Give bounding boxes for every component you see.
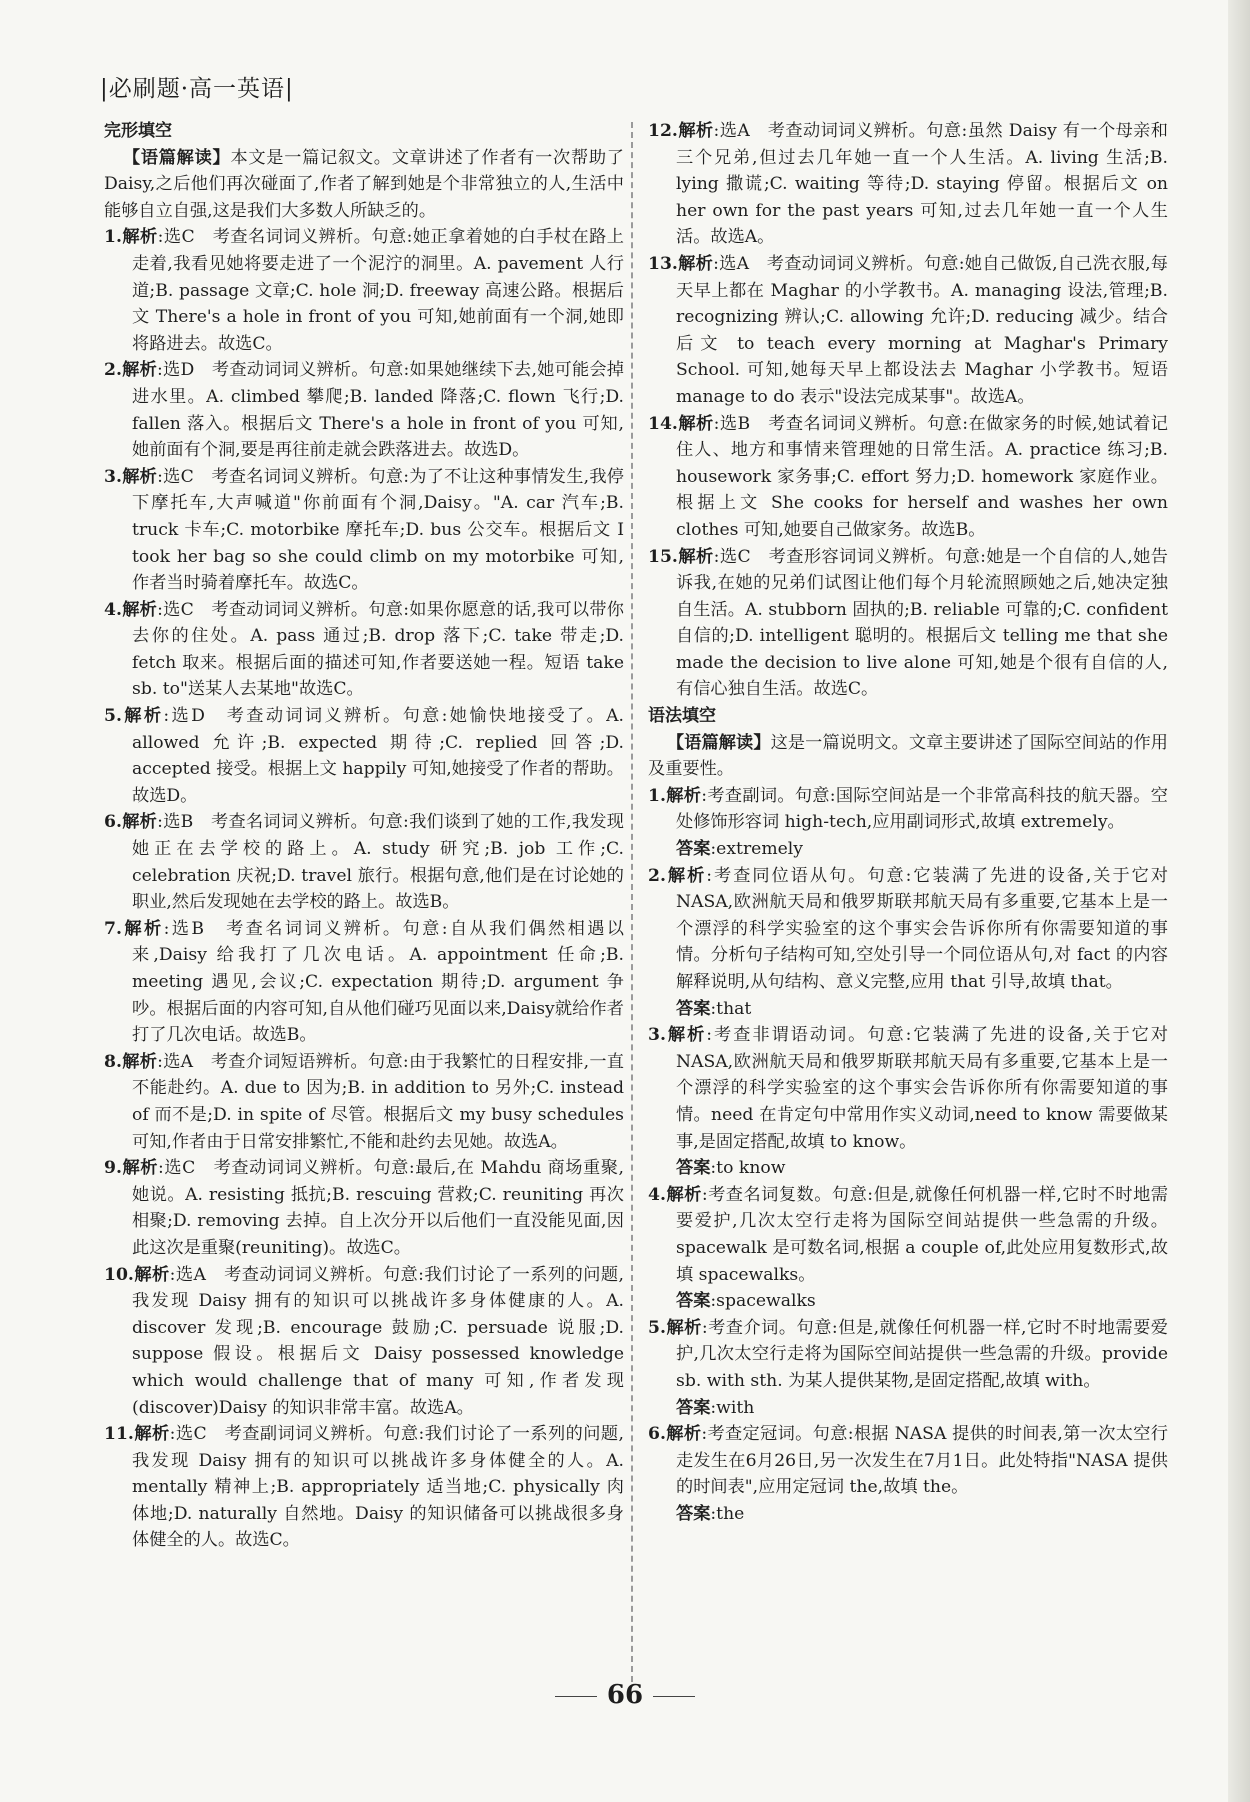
page-number-text: 66: [606, 1680, 644, 1710]
explanation-item: [648, 411, 1168, 544]
page-edge-shadow: [1228, 0, 1250, 1802]
analysis-label: 解析: [133, 1424, 170, 1445]
analysis-label: 解析: [677, 121, 714, 141]
right-column: [648, 118, 1168, 1527]
analysis-text: :选D 考查动词词义辨析。句意:如果她继续下去,她可能会掉进水里。A. climbed 攀爬;B. landed 降落;C. flown 飞行;D. fallen 落入。根据后文 There's a hole in front of you 可知,她前面有个洞,要是再往前走就会跌落进去。故选D。: [132, 360, 624, 461]
explanation-item: [104, 357, 624, 463]
analysis-label: 解析: [665, 1025, 707, 1046]
answer-line: [648, 1288, 1168, 1315]
passage-intro: [104, 145, 624, 225]
analysis-label: 解析: [665, 865, 707, 886]
item-number: 6.: [648, 1424, 666, 1445]
explanation-item: [104, 1049, 624, 1155]
answer-value: :spacewalks: [710, 1291, 816, 1312]
explanation-item: [104, 1262, 624, 1422]
analysis-label: 解析: [121, 360, 158, 381]
item-number: 10.: [104, 1264, 134, 1285]
explanation-item: [648, 544, 1168, 704]
analysis-text: :选B 考查名词词义辨析。句意:自从我们偶然相遇以来,Daisy 给我打了几次电话。A. appointment 任命;B. meeting 遇见,会议;C. expectation 期待;D. argument 争吵。根据后面的内容可知,自从他们碰巧见面以来,Daisy就给作者打了几次电话。故选B。: [132, 918, 624, 1046]
answer-line: [648, 996, 1168, 1023]
answer-value: :extremely: [710, 839, 804, 860]
explanation-item: [648, 863, 1168, 996]
explanation-item: [104, 224, 624, 357]
item-number: 5.: [648, 1317, 666, 1338]
item-number: 6.: [104, 812, 122, 833]
answer-line: [648, 1395, 1168, 1422]
analysis-label: 解析: [121, 599, 158, 620]
item-number: 3.: [648, 1025, 666, 1046]
running-header: |必刷题·高一英语|: [100, 76, 294, 102]
answer-label: 答案: [676, 1397, 711, 1418]
item-number: 5.: [104, 706, 122, 727]
analysis-text: :考查定冠词。句意:根据 NASA 提供的时间表,第一次太空行走发生在6月26日,另一次发生在7月1日。此处特指"NASA 提供的时间表",应用定冠词 the,故填 the。: [676, 1424, 1168, 1498]
analysis-label: 解析: [121, 918, 164, 939]
analysis-text: :考查名词复数。句意:但是,就像任何机器一样,它时不时地需要爱护,几次太空行走将为国际空间站提供一些急需的升级。spacewalk 是可数名词,根据 a couple of,此处应用复数形式,故填 spacewalks。: [676, 1184, 1168, 1285]
answer-label: 答案: [676, 839, 711, 860]
item-number: 1.: [104, 227, 122, 248]
intro-tag: 【语篇解读】: [666, 732, 771, 753]
intro-text: 本文是一篇记叙文。文章讲述了作者有一次帮助了Daisy,之后他们再次碰面了,作者了解到她是个非常独立的人,生活中能够自立自强,这是我们大多数人所缺乏的。: [104, 147, 624, 221]
analysis-text: :选A 考查动词词义辨析。句意:虽然 Daisy 有一个母亲和三个兄弟,但过去几年她一直一个人生活。A. living 生活;B. lying 撒谎;C. waiting 等待;D. staying 停留。根据后文 on her own for the past years 可知,过去几年她一直一个人生活。故选A。: [676, 121, 1168, 248]
explanation-item: [104, 809, 624, 915]
explanation-item: [648, 783, 1168, 836]
analysis-text: :选C 考查动词词义辨析。句意:如果你愿意的话,我可以带你去你的住处。A. pass 通过;B. drop 落下;C. take 带走;D. fetch 取来。根据后面的描述可知,作者要送她一程。短语 take sb. to"送某人去某地"故选C。: [132, 599, 624, 700]
item-number: 4.: [648, 1184, 666, 1205]
analysis-label: 解析: [121, 1158, 159, 1179]
analysis-label: 解析: [121, 1051, 158, 1072]
analysis-label: 解析: [665, 1184, 702, 1205]
explanation-item: [104, 597, 624, 703]
item-number: 13.: [648, 253, 678, 274]
analysis-label: 解析: [121, 227, 158, 248]
explanation-item: [104, 464, 624, 597]
analysis-text: :选C 考查副词词义辨析。句意:我们讨论了一系列的问题,我发现 Daisy 拥有的知识可以挑战许多身体健全的人。A. mentally 精神上;B. appropriately 适当地;C. physically 肉体地;D. naturally 自然地。Daisy 的知识储备可以挑战很多身体健全的人。故选C。: [132, 1424, 624, 1551]
answer-value: :that: [710, 998, 752, 1019]
analysis-text: :选D 考查动词词义辨析。句意:她愉快地接受了。A. allowed 允许;B. expected 期待;C. replied 回答;D. accepted 接受。根据上文 happily 可知,她接受了作者的帮助。故选D。: [132, 706, 624, 806]
analysis-text: :考查介词。句意:但是,就像任何机器一样,它时不时地需要爱护,几次太空行走将为国际空间站提供一些急需的升级。provide sb. with sth. 为某人提供某物,是固定搭配,故填 with。: [676, 1317, 1168, 1391]
item-number: 11.: [104, 1424, 134, 1445]
answer-list: [648, 118, 1168, 703]
answer-value: :with: [710, 1397, 755, 1418]
analysis-label: 解析: [677, 253, 714, 274]
item-number: 12.: [648, 121, 678, 141]
answer-line: [648, 1155, 1168, 1182]
analysis-text: :考查同位语从句。句意:它装满了先进的设备,关于它对NASA,欧洲航天局和俄罗斯联邦航天局有多重要,它基本上是一个漂浮的科学实验室的这个事实会告诉你所有你需要知道的事情。分析句子结构可知,空处引导一个同位语从句,对 fact 的内容解释说明,从句结构、意义完整,应用 that 引导,故填 that。: [676, 865, 1168, 992]
explanation-item: [648, 251, 1168, 411]
answer-label: 答案: [676, 1291, 711, 1312]
item-number: 3.: [104, 466, 122, 487]
item-number: 1.: [648, 785, 666, 806]
explanation-item: [104, 703, 624, 809]
analysis-text: :选C 考查动词词义辨析。句意:最后,在 Mahdu 商场重聚,她说。A. resisting 抵抗;B. rescuing 营救;C. reuniting 再次相聚;D. removing 去掉。自上次分开以后他们一直没能见面,因此这次是重聚(reuniting)。故选C。: [132, 1158, 624, 1258]
item-number: 7.: [104, 918, 122, 939]
item-number: 2.: [648, 865, 666, 886]
explanation-item: [104, 1421, 624, 1554]
analysis-text: :选C 考查形容词词义辨析。句意:她是一个自信的人,她告诉我,在她的兄弟们试图让他们每个月轮流照顾她之后,她决定独自生活。A. stubborn 固执的;B. reliable 可靠的;C. confident 自信的;D. intelligent 聪明的。根据后文 telling me that she made the decision to live alone 可知,她是个很有自信的人,有信心独自生活。故选C。: [676, 546, 1168, 700]
analysis-text: :选C 考查名词词义辨析。句意:为了不让这种事情发生,我停下摩托车,大声喊道"你前面有个洞,Daisy。"A. car 汽车;B. truck 卡车;C. motorbike 摩托车;D. bus 公交车。根据后文 I took her bag so she could climb on my motorbike 可知,作者当时骑着摩托车。故选C。: [132, 466, 624, 594]
page-number: [0, 1680, 1250, 1710]
answer-label: 答案: [676, 1503, 711, 1524]
explanation-item: [648, 1421, 1168, 1501]
item-number: 9.: [104, 1158, 122, 1179]
explanation-item: [104, 916, 624, 1049]
explanation-item: [648, 1022, 1168, 1155]
item-number: 14.: [648, 413, 678, 434]
answer-label: 答案: [676, 1158, 711, 1179]
analysis-text: :选C 考查名词词义辨析。句意:她正拿着她的白手杖在路上走着,我看见她将要走进了一个泥泞的洞里。A. pavement 人行道;B. passage 文章;C. hole 洞;D. freeway 高速公路。根据后文 There's a hole in front of you 可知,她前面有一个洞,她即将路进去。故选C。: [132, 227, 624, 354]
analysis-text: :选A 考查介词短语辨析。句意:由于我繁忙的日程安排,一直不能赴约。A. due to 因为;B. in addition to 另外;C. instead of 而不是;D. in spite of 尽管。根据后文 my busy schedules 可知,作者由于日常安排繁忙,不能和赴约去见她。故选A。: [132, 1051, 624, 1152]
analysis-label: 解析: [665, 1424, 702, 1445]
explanation-item: [648, 118, 1168, 251]
intro-tag: 【语篇解读】: [122, 147, 231, 168]
left-column: [104, 118, 624, 1554]
analysis-text: :选A 考查动词词义辨析。句意:她自己做饭,自己洗衣服,每天早上都在 Maghar 的小学教书。A. managing 设法,管理;B. recognizing 辨认;C. allowing 允许;D. reducing 减少。结合后文 to teach every morning at Maghar's Primary School. 可知,她每天早上都设法去 Maghar 小学教书。短语 manage to do 表示"设法完成某事"。故选A。: [676, 253, 1168, 407]
analysis-text: :考查副词。句意:国际空间站是一个非常高科技的航天器。空处修饰形容词 high-tech,应用副词形式,故填 extremely。: [676, 785, 1168, 833]
item-number: 2.: [104, 360, 122, 381]
column-divider: [631, 122, 633, 1682]
analysis-label: 解析: [665, 1317, 702, 1338]
analysis-text: :考查非谓语动词。句意:它装满了先进的设备,关于它对NASA,欧洲航天局和俄罗斯联邦航天局有多重要,它基本上是一个漂浮的科学实验室的这个事实会告诉你所有你需要知道的事情。need 在肯定句中常用作实义动词,need to know 需要做某事,是固定搭配,故填 to know。: [676, 1025, 1168, 1152]
section-title-cloze: 完形填空: [104, 121, 172, 141]
intro-text: 这是一篇说明文。文章主要讲述了国际空间站的作用及重要性。: [648, 732, 1168, 780]
analysis-label: 解析: [677, 546, 714, 567]
answer-value: :the: [710, 1503, 745, 1524]
analysis-label: 解析: [677, 413, 714, 434]
analysis-label: 解析: [665, 785, 702, 806]
explanation-item: [104, 1155, 624, 1261]
explanation-item: [648, 1315, 1168, 1395]
item-number: 4.: [104, 599, 122, 620]
analysis-text: :选B 考查名词词义辨析。句意:我们谈到了她的工作,我发现她正在去学校的路上。A. study 研究;B. job 工作;C. celebration 庆祝;D. travel 旅行。根据句意,他们是在讨论她的职业,然后发现她在去学校的路上。故选B。: [132, 812, 624, 913]
answer-label: 答案: [676, 998, 711, 1019]
answer-line: [648, 836, 1168, 863]
analysis-label: 解析: [121, 812, 158, 833]
item-number: 8.: [104, 1051, 122, 1072]
answer-list: [104, 224, 624, 1554]
section-title-grammar: 语法填空: [648, 706, 716, 727]
answer-value: :to know: [710, 1158, 786, 1179]
analysis-text: :选B 考查名词词义辨析。句意:在做家务的时候,她试着记住人、地方和事情来管理她的日常生活。A. practice 练习;B. housework 家务事;C. effort 努力;D. homework 家庭作业。根据上文 She cooks for herself and washes her own clothes 可知,她要自己做家务。故选B。: [676, 413, 1168, 540]
grammar-answer-list: [648, 783, 1168, 1528]
item-number: 15.: [648, 546, 678, 567]
analysis-label: 解析: [121, 466, 158, 487]
analysis-label: 解析: [133, 1264, 170, 1285]
answer-line: [648, 1501, 1168, 1528]
analysis-label: 解析: [121, 706, 164, 727]
explanation-item: [648, 1182, 1168, 1288]
passage-intro: [648, 730, 1168, 783]
analysis-text: :选A 考查动词词义辨析。句意:我们讨论了一系列的问题,我发现 Daisy 拥有的知识可以挑战许多身体健康的人。A. discover 发现;B. encourage 鼓励;C. persuade 说服;D. suppose 假设。根据后文 Daisy possessed knowledge which would challenge that of many 可知,作者发现(discover)Daisy 的知识非常丰富。故选A。: [132, 1264, 624, 1418]
